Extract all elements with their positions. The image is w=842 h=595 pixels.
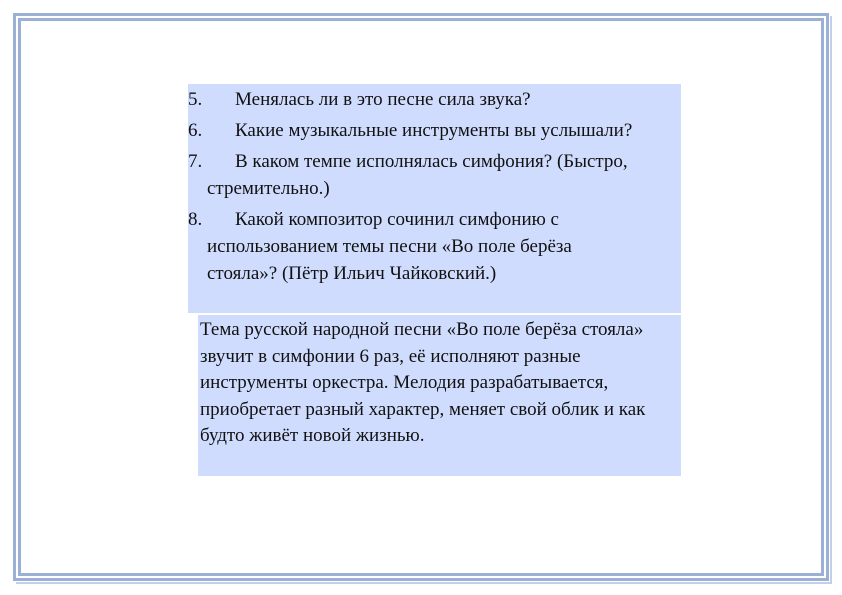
question-item [188,206,638,287]
question-item [188,86,638,113]
question-text: Какой композитор сочинил симфонию с использованием темы песни «Во поле берёза стояла»? (Пётр Ильич Чайковский.) [207,209,572,284]
question-item [188,148,638,202]
question-text: Какие музыкальные инструменты вы услышали? [235,120,633,141]
question-item [188,117,638,144]
question-number: 7. [188,151,203,172]
questions-list [188,86,638,291]
question-number: 8. [188,209,203,230]
question-number: 5. [188,89,203,110]
question-number: 6. [188,120,203,141]
question-text: В каком темпе исполнялась симфония? (Быстро, стремительно.) [207,151,628,199]
summary-paragraph: Тема русской народной песни «Во поле берёза стояла» звучит в симфонии 6 раз, её исполняют разные инструменты оркестра. Мелодия разрабатывается, приобретает разный характер, меняет свой облик и как будто живёт новой жизнью. [200,319,646,447]
question-text: Менялась ли в это песне сила звука? [235,89,531,110]
